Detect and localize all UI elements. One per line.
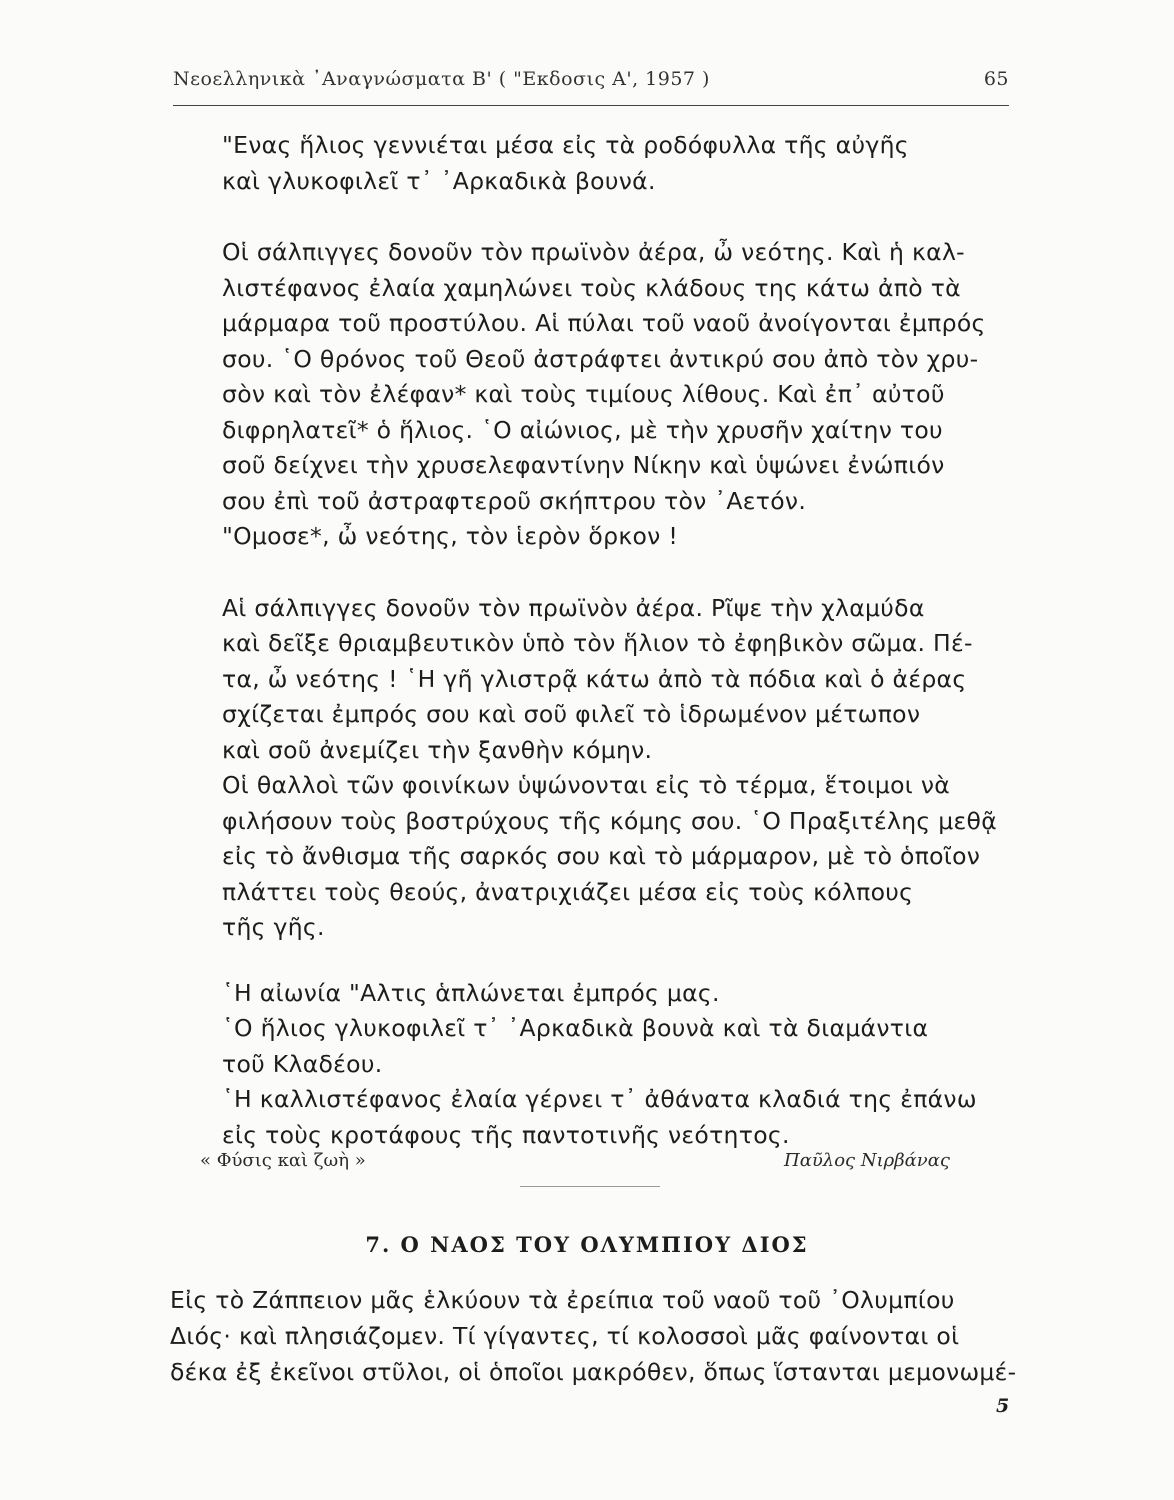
source-work: « Φύσις καὶ ζωὴ »: [200, 1150, 366, 1171]
text-line: φιλήσουν τοὺς βοστρύχους τῆς κόμης σου. ῾Ο Πραξιτέλης μεθᾷ: [222, 806, 997, 835]
stanza-3: [222, 591, 1022, 946]
text-line: τῆς γῆς.: [222, 913, 325, 941]
source-author: Παῦλος Νιρβάνας: [784, 1150, 950, 1171]
stanza-4: [222, 976, 1022, 1154]
text-line: ῾Η αἰωνία "Αλτις ἁπλώνεται ἐμπρός μας.: [222, 978, 720, 1007]
text-line: σου ἐπὶ τοῦ ἀστραφτεροῦ σκήπτρου τὸν ᾿Αετόν.: [222, 486, 807, 515]
source-attribution: [200, 1150, 950, 1171]
text-line: καὶ γλυκοφιλεῖ τ᾿ ᾿Αρκαδικὰ βουνά.: [222, 166, 656, 195]
text-line: μάρμαρα τοῦ προστύλου. Αἱ πύλαι τοῦ ναοῦ ἀνοίγονται ἐμπρός: [222, 309, 986, 337]
text-line: Εἰς τὸ Ζάππειον μᾶς ἑλκύουν τὰ ἐρείπια τοῦ ναοῦ τοῦ ᾿Ολυμπίου: [170, 1286, 955, 1314]
text-line: "Ομοσε*, ὦ νεότης, τὸν ἱερὸν ὅρκον !: [222, 522, 679, 550]
text-line: καὶ σοῦ ἀνεμίζει τὴν ξανθὴν κόμην.: [222, 735, 653, 764]
text-line: εἰς τὸ ἄνθισμα τῆς σαρκός σου καὶ τὸ μάρμαρον, μὲ τὸ ὁποῖον: [222, 842, 981, 870]
section-separator: [520, 1186, 660, 1187]
text-line: ῾Ο ἥλιος γλυκοφιλεῖ τ᾿ ᾿Αρκαδικὰ βουνὰ καὶ τὰ διαμάντια: [222, 1014, 929, 1042]
running-title: Νεοελληνικὰ ᾿Αναγνώσματα Β' ( "Εκδοσις Α', 1957 ): [173, 68, 710, 90]
signature-mark: 5: [996, 1395, 1010, 1417]
text-line: πλάττει τοὺς θεούς, ἀνατριχιάζει μέσα εἰς τοὺς κόλπους: [222, 877, 914, 906]
text-line: Οἱ θαλλοὶ τῶν φοινίκων ὑψώνονται εἰς τὸ τέρμα, ἕτοιμοι νὰ: [222, 771, 951, 799]
stanza-1: [222, 128, 1022, 199]
header-rule: [173, 105, 1009, 106]
text-line: Αἱ σάλπιγγες δονοῦν τὸν πρωϊνὸν ἀέρα. Ρῖψε τὴν χλαμύδα: [222, 593, 925, 622]
text-line: σχίζεται ἐμπρός σου καὶ σοῦ φιλεῖ τὸ ἱδρωμένον μέτωπον: [222, 700, 921, 728]
poem-body: [222, 128, 1022, 1153]
text-line: Οἱ σάλπιγγες δονοῦν τὸν πρωϊνὸν ἀέρα, ὦ νεότης. Καὶ ἡ καλ-: [222, 238, 965, 266]
text-line: εἰς τοὺς κροτάφους τῆς παντοτινῆς νεότητος.: [222, 1120, 790, 1149]
running-header: [173, 68, 1009, 90]
text-line: διφρηλατεῖ* ὁ ἥλιος. ῾Ο αἰώνιος, μὲ τὴν χρυσῆν χαίτην του: [222, 415, 943, 444]
text-line: λιστέφανος ἐλαία χαμηλώνει τοὺς κλάδους της κάτω ἀπὸ τὰ: [222, 273, 961, 302]
page-number: 65: [983, 68, 1009, 90]
text-line: δέκα ἐξ ἐκεῖνοι στῦλοι, οἱ ὁποῖοι μακρόθεν, ὅπως ἵστανται μεμονωμέ-: [170, 1358, 1017, 1386]
text-line: Διός· καὶ πλησιάζομεν. Τί γίγαντες, τί κολοσσοὶ μᾶς φαίνονται οἱ: [170, 1322, 960, 1350]
text-line: "Ενας ἥλιος γεννιέται μέσα εἰς τὰ ροδόφυλλα τῆς αὐγῆς: [222, 131, 909, 159]
text-line: καὶ δεῖξε θριαμβευτικὸν ὑπὸ τὸν ἥλιον τὸ ἐφηβικὸν σῶμα. Πέ-: [222, 629, 973, 657]
text-line: τοῦ Κλαδέου.: [222, 1049, 383, 1078]
stanza-2: [222, 235, 1022, 555]
text-line: σὸν καὶ τὸν ἐλέφαν* καὶ τοὺς τιμίους λίθους. Καὶ ἐπ᾿ αὐτοῦ: [222, 380, 945, 408]
chapter-title: 7. Ο ΝΑΟΣ ΤΟΥ ΟΛΥΜΠΙΟΥ ΔΙΟΣ: [365, 1232, 809, 1257]
text-line: τα, ὦ νεότης ! ῾Η γῆ γλιστρᾷ κάτω ἀπὸ τὰ πόδια καὶ ὁ ἀέρας: [222, 664, 967, 693]
chapter-body: [170, 1282, 1020, 1390]
text-line: σοῦ δείχνει τὴν χρυσελεφαντίνην Νίκην καὶ ὑψώνει ἐνώπιόν: [222, 451, 945, 479]
text-line: σου. ῾Ο θρόνος τοῦ Θεοῦ ἀστράφτει ἀντικρύ σου ἀπὸ τὸν χρυ-: [222, 344, 979, 373]
text-line: ῾Η καλλιστέφανος ἐλαία γέρνει τ᾿ ἀθάνατα κλαδιά της ἐπάνω: [222, 1085, 977, 1113]
